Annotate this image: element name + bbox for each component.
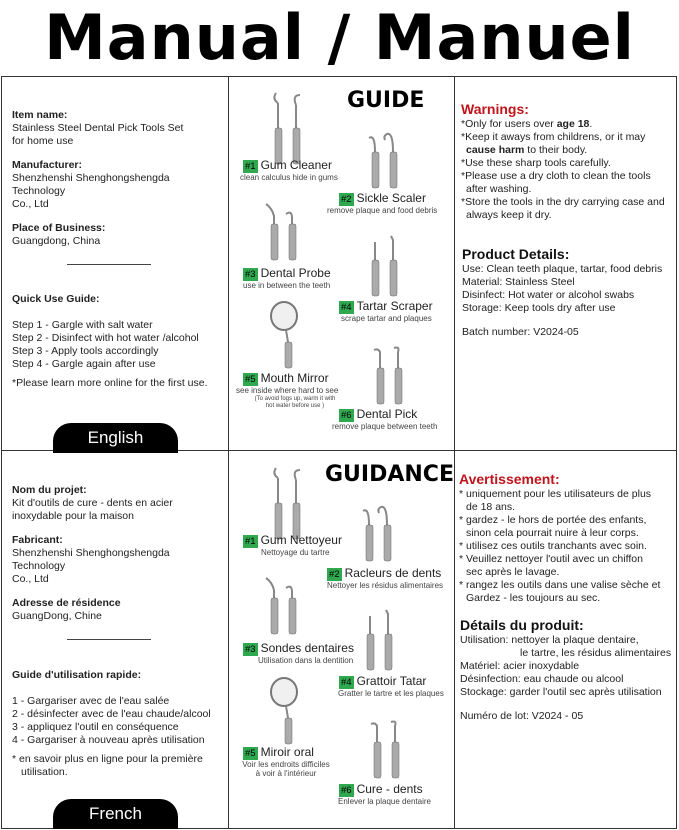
step-item: Step 4 - Gargle again after use (12, 358, 156, 370)
number-tag: #3 (245, 269, 256, 280)
tool-label (243, 158, 332, 173)
warnings-title: Warnings: (461, 101, 529, 117)
en-warnings (461, 101, 673, 222)
tool-label (243, 533, 342, 548)
step-item: 1 - Gargariser avec de l'eau salée (12, 695, 170, 707)
tool-name: Grattoir Tatar (356, 674, 427, 688)
product-item: Désinfection: eau chaude ou alcool (460, 673, 624, 685)
item-name-value: for home use (12, 135, 74, 147)
tool-desc: Gratter le tartre et les plaques (338, 689, 444, 698)
warning-item: Gardez - les toujours au sec. (466, 592, 601, 604)
gum-cleaner-icon (270, 468, 310, 543)
tool-name: Racleurs de dents (344, 566, 442, 580)
manufacturer-value: Shenzhenshi Shenghongshengda Technology (12, 172, 170, 197)
number-tag: #4 (341, 302, 352, 313)
number-tag: #1 (245, 536, 256, 547)
warning-text: . (589, 118, 593, 130)
warning-item: * rangez les outils dans une valise sèche et (459, 579, 661, 591)
tartar-scraper-icon (363, 236, 403, 298)
warning-item: after washing. (466, 183, 532, 195)
tool-label (243, 266, 331, 281)
manufacturer-value: Co., Ltd (12, 198, 49, 210)
item-name-value: Stainless Steel Dental Pick Tools Set (12, 122, 184, 134)
tool-desc: clean calculus hide in gums (240, 173, 338, 182)
manufacturer-value: Shenzhenshi Shenghongshengda Technology (12, 547, 170, 572)
en-info-column (12, 109, 224, 248)
tool-name: Dental Pick (356, 407, 418, 421)
separator (67, 639, 151, 640)
step-item: Step 3 - Apply tools accordingly (12, 345, 159, 357)
mirror-note-line: hot water before use ) (265, 403, 325, 409)
warning-bold: age 18 (556, 118, 590, 130)
manufacturer-value: Co., Ltd (12, 573, 49, 585)
product-item: Disinfect: Hot water or alcohol swabs (462, 289, 635, 301)
tool-desc: Enlever la plaque dentaire (338, 797, 431, 806)
tool-desc: use in between the teeth (243, 281, 331, 290)
number-tag: #5 (245, 748, 256, 759)
tool-label (339, 299, 433, 314)
tool-desc: remove plaque and food debris (327, 206, 438, 215)
number-tag: #3 (245, 644, 256, 655)
tool-desc: Nettoyage du tartre (261, 548, 330, 557)
tool-label (339, 782, 423, 797)
number-tag: #4 (341, 677, 352, 688)
product-item: le tartre, les résidus alimentaires (520, 647, 672, 659)
fr-quick-guide (12, 669, 224, 779)
product-title: Product Details: (462, 246, 570, 262)
mirror-note (240, 396, 350, 410)
quick-guide-label: Guide d'utilisation rapide: (12, 669, 142, 681)
number-tag: #6 (341, 410, 352, 421)
warning-item: *Please use a dry cloth to clean the tools (461, 170, 651, 182)
product-item: Stockage: garder l'outil sec après utilisation (460, 686, 662, 698)
guidance-title: GUIDANCE (325, 462, 454, 487)
number-tag: #2 (341, 194, 352, 205)
tool-label (339, 674, 426, 689)
tool-name: Dental Probe (260, 266, 331, 280)
tool-name: Mouth Mirror (260, 371, 329, 385)
note: *Please learn more online for the first use. (12, 377, 208, 389)
tool-label (339, 407, 417, 422)
place-value: Guangdong, China (12, 235, 101, 247)
place-label: Place of Business: (12, 222, 106, 234)
mirror-note-line: (To avoid fogs up, warm it with (254, 396, 336, 402)
tool-name: Gum Nettoyeur (260, 533, 342, 547)
warnings-title: Avertissement: (459, 471, 560, 487)
number-tag: #5 (245, 374, 256, 385)
guide-title: GUIDE (347, 88, 425, 113)
tool-name: Sondes dentaires (260, 641, 354, 655)
language-label-english: English (53, 423, 178, 453)
column-divider (454, 76, 455, 829)
product-title: Détails du produit: (460, 617, 584, 633)
sickle-scaler-icon (357, 503, 397, 563)
product-item: Utilisation: nettoyer la plaque dentaire, (460, 634, 639, 646)
tool-name: Sickle Scaler (356, 191, 426, 205)
product-item: Material: Stainless Steel (462, 276, 575, 288)
tool-name: Gum Cleaner (260, 158, 332, 172)
quick-guide-label: Quick Use Guide: (12, 293, 100, 305)
warning-item (461, 118, 673, 131)
warning-item: sinon cela pourrait nuire à leur corps. (466, 527, 639, 539)
number-tag: #2 (329, 569, 340, 580)
item-name-label: Item name: (12, 109, 68, 121)
place-label: Adresse de résidence (12, 597, 121, 609)
fr-product-details (460, 617, 675, 723)
warning-text: *Only for users over (461, 118, 557, 130)
step-item: 3 - appliquez l'outil en conséquence (12, 721, 179, 733)
tool-label (339, 191, 426, 206)
dental-probe-icon (262, 202, 312, 262)
batch-number: Batch number: V2024-05 (462, 326, 579, 338)
tool-name: Miroir oral (260, 745, 314, 759)
column-divider (228, 76, 229, 829)
dental-probe-icon (262, 576, 312, 636)
tool-label (243, 745, 314, 760)
sickle-scaler-icon (363, 130, 403, 190)
mouth-mirror-icon (268, 300, 308, 370)
note: * en savoir plus en ligne pour la première (12, 753, 203, 765)
step-item: Step 2 - Disinfect with hot water /alcohol (12, 332, 199, 344)
tool-name: Tartar Scraper (356, 299, 433, 313)
separator (67, 264, 151, 265)
tool-desc-line: à voir à l'intérieur (255, 769, 317, 778)
tool-label (327, 566, 441, 581)
warning-item: * gardez - le hors de portée des enfants, (459, 514, 647, 526)
tool-desc: Utilisation dans la dentition (258, 656, 354, 665)
page-title: Manual / Manuel (44, 1, 635, 74)
batch-number: Numéro de lot: V2024 - 05 (460, 710, 584, 722)
fr-warnings (459, 471, 674, 605)
step-item: 2 - désinfecter avec de l'eau chaude/alcool (12, 708, 211, 720)
product-item: Use: Clean teeth plaque, tartar, food debris (462, 263, 663, 275)
tool-desc-line: Voir les endroits difficiles (242, 760, 330, 769)
product-item: Storage: Keep tools dry after use (462, 302, 616, 314)
tartar-scraper-icon (358, 610, 398, 672)
note: utilisation. (21, 766, 68, 778)
tool-desc (236, 760, 336, 778)
dental-pick-icon (365, 720, 405, 780)
product-item: Matériel: acier inoxydable (460, 660, 580, 672)
warning-item: * Veuillez nettoyer l'outil avec un chiffon (459, 553, 643, 565)
warning-item (461, 144, 673, 157)
tool-label (243, 641, 354, 656)
tool-name: Cure - dents (356, 782, 423, 796)
warning-text: to their body. (524, 144, 588, 156)
mouth-mirror-icon (268, 676, 308, 746)
warning-bold: cause harm (466, 144, 525, 156)
tool-desc: scrape tartar and plaques (341, 314, 432, 323)
warning-item: *Store the tools in the dry carrying case and (461, 196, 665, 208)
tool-desc: see inside where hard to see (236, 386, 339, 395)
language-label-french: French (53, 799, 178, 829)
en-quick-guide (12, 293, 224, 390)
warning-item: always keep it dry. (466, 209, 552, 221)
warning-item: *Use these sharp tools carefully. (461, 157, 611, 169)
warning-item: * utilisez ces outils tranchants avec soin. (459, 540, 647, 552)
item-name-label: Nom du projet: (12, 484, 87, 496)
warning-item: *Keep it aways from childrens, or it may (461, 131, 646, 143)
number-tag: #1 (245, 161, 256, 172)
number-tag: #6 (341, 785, 352, 796)
tool-desc: Nettoyer les résidus alimentaires (327, 581, 444, 590)
warning-item: * uniquement pour les utilisateurs de plus (459, 488, 652, 500)
tool-desc: remove plaque between teeth (332, 422, 438, 431)
gum-cleaner-icon (270, 93, 310, 168)
place-value: GuangDong, Chine (12, 610, 102, 622)
manufacturer-label: Fabricant: (12, 534, 63, 546)
step-item: Step 1 - Gargle with salt water (12, 319, 153, 331)
step-item: 4 - Gargariser à nouveau après utilisation (12, 734, 205, 746)
manufacturer-label: Manufacturer: (12, 159, 83, 171)
item-name-value: Kit d'outils de cure - dents en acier (12, 497, 173, 509)
en-product-details (462, 246, 674, 339)
tool-label (243, 371, 329, 386)
warning-item: de 18 ans. (466, 501, 516, 513)
dental-pick-icon (368, 346, 408, 406)
warning-item: sec après le lavage. (466, 566, 560, 578)
item-name-value: inoxydable pour la maison (12, 510, 134, 522)
fr-info-column (12, 484, 224, 623)
